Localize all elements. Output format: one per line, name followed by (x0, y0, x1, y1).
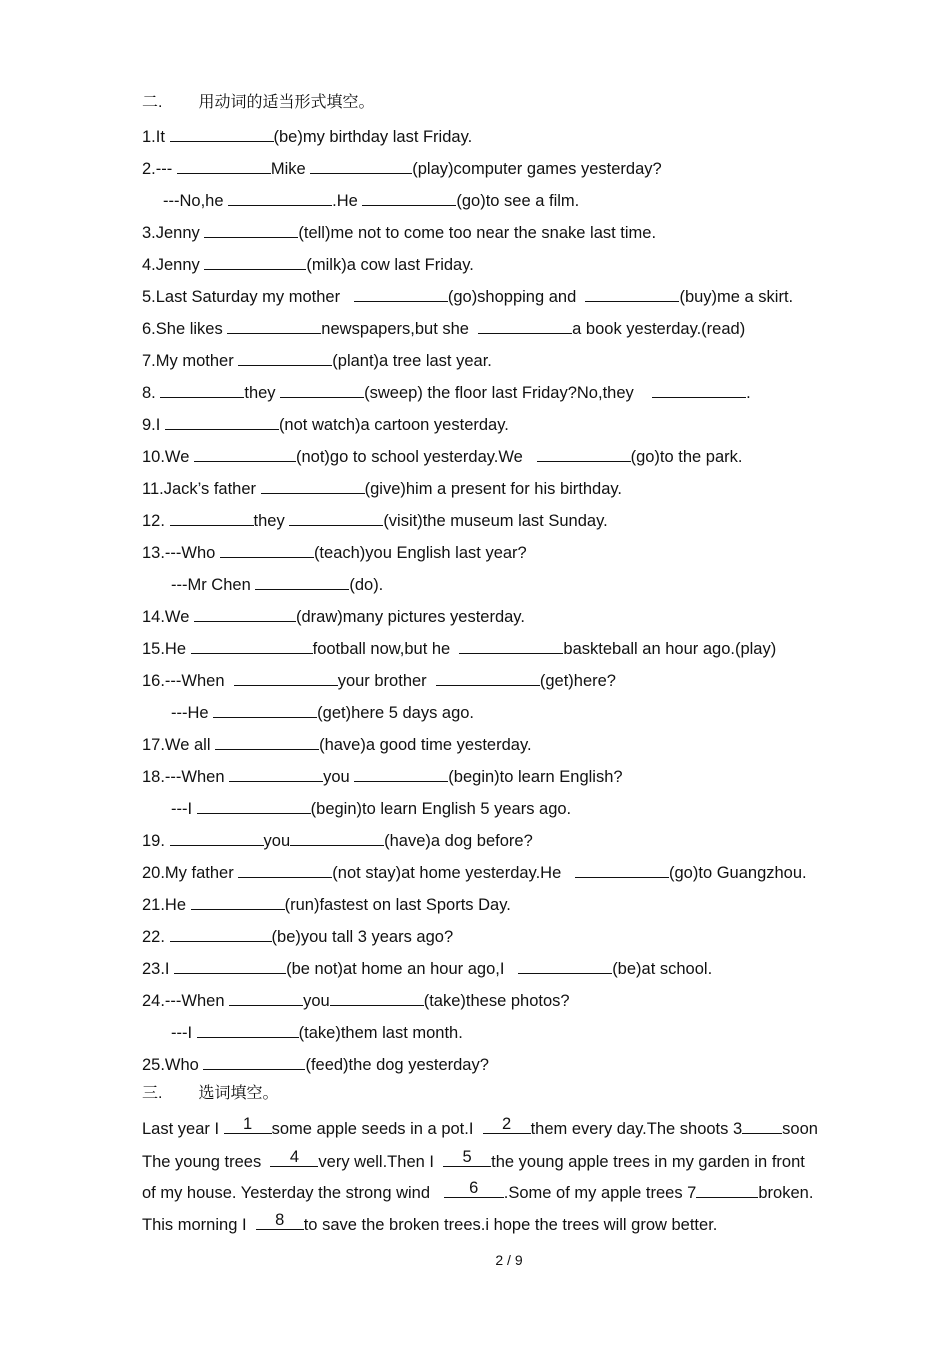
question-text: 21.He (142, 896, 191, 914)
question-text: (run)fastest on last Sports Day. (284, 896, 511, 914)
answer-blank[interactable] (238, 350, 332, 366)
question-text: This morning I (142, 1216, 256, 1234)
question-text: (get)here 5 days ago. (317, 704, 475, 722)
question-text: (have)a dog before? (384, 832, 533, 850)
question-text: 22. (142, 928, 170, 946)
answer-blank[interactable] (537, 446, 631, 462)
question-text: (begin)to learn English? (448, 768, 623, 786)
answer-blank[interactable] (459, 638, 563, 654)
answer-blank[interactable] (234, 670, 338, 686)
blank-number: 8 (275, 1211, 285, 1229)
question-text: 23.I (142, 960, 175, 978)
question-text: (be)at school. (612, 960, 713, 978)
question-text: broken. (758, 1184, 814, 1202)
question-text: (plant)a tree last year. (332, 352, 492, 370)
question-text: 3.Jenny (142, 224, 205, 242)
answer-blank[interactable] (652, 382, 746, 398)
answer-blank[interactable] (280, 382, 364, 398)
question-17 (142, 734, 532, 755)
page-number: 2 / 9 (495, 1252, 523, 1268)
question-22 (142, 926, 453, 947)
answer-blank[interactable] (228, 190, 332, 206)
question-text: 9.I (142, 416, 165, 434)
question-12 (142, 510, 608, 531)
question-text: you (323, 768, 355, 786)
section-number: 二. (142, 94, 163, 111)
question-text: (milk)a cow last Friday. (306, 256, 474, 274)
question-text: (go)to the park. (630, 448, 743, 466)
answer-blank[interactable] (478, 318, 572, 334)
passage-line-2 (142, 1148, 805, 1172)
question-10 (142, 446, 742, 467)
question-text: (be not)at home an hour ago,I (286, 960, 519, 978)
answer-blank[interactable] (194, 606, 296, 622)
answer-blank[interactable] (203, 1054, 305, 1070)
question-text: ---I (171, 1024, 197, 1042)
question-text: (not)go to school yesterday.We (295, 448, 537, 466)
passage-blank-7[interactable] (696, 1182, 758, 1198)
question-5 (142, 286, 793, 307)
question-text: (not stay)at home yesterday.He (332, 864, 576, 882)
question-7 (142, 350, 492, 371)
question-text: 15.He (142, 640, 191, 658)
question-text: 10.We (142, 448, 194, 466)
question-text: newspapers,but she (321, 320, 479, 338)
passage-blank-1[interactable] (224, 1115, 272, 1134)
answer-blank[interactable] (290, 830, 384, 846)
answer-blank[interactable] (261, 478, 365, 494)
question-text: you (263, 832, 291, 850)
question-text: the young apple trees in my garden in front (491, 1153, 805, 1171)
question-11 (142, 478, 622, 499)
question-text: (be)my birthday last Friday. (273, 128, 473, 146)
answer-blank[interactable] (165, 414, 279, 430)
question-text: 6.She likes (142, 320, 228, 338)
passage-line-3 (142, 1179, 814, 1203)
passage-blank-3[interactable] (742, 1118, 782, 1134)
answer-blank[interactable] (174, 958, 286, 974)
question-text: (not watch)a cartoon yesterday. (278, 416, 509, 434)
question-text: you (303, 992, 330, 1010)
question-text: ---Mr Chen (171, 576, 256, 594)
blank-number: 1 (243, 1115, 253, 1133)
question-text: (buy)me a skirt. (679, 288, 794, 306)
passage-blank-5[interactable] (443, 1148, 491, 1167)
answer-blank[interactable] (204, 222, 298, 238)
question-text: 1.It (142, 128, 170, 146)
passage-blank-2[interactable] (483, 1115, 531, 1134)
question-16 (142, 670, 616, 691)
answer-blank[interactable] (330, 990, 424, 1006)
answer-blank[interactable] (170, 830, 264, 846)
answer-blank[interactable] (585, 286, 679, 302)
passage-line-1 (142, 1115, 818, 1139)
answer-blank[interactable] (227, 318, 321, 334)
answer-blank[interactable] (170, 926, 272, 942)
question-text: . (746, 384, 751, 402)
question-text: ---No,he (163, 192, 229, 210)
question-text: (teach)you English last year? (313, 544, 527, 562)
question-9 (142, 414, 509, 435)
question-text: (feed)the dog yesterday? (305, 1056, 489, 1074)
question-4 (142, 254, 474, 275)
question-text: 19. (142, 832, 170, 850)
passage-blank-6[interactable] (444, 1179, 504, 1198)
question-text: (take)them last month. (298, 1024, 463, 1042)
question-6 (142, 318, 745, 339)
question-13 (142, 542, 527, 563)
question-text: 11.Jack’s father (142, 480, 261, 498)
blank-number: 6 (469, 1179, 479, 1197)
answer-blank[interactable] (362, 190, 456, 206)
question-text: 7.My mother (142, 352, 239, 370)
question-text: (go)shopping and (447, 288, 586, 306)
question-1 (142, 126, 472, 147)
passage-line-4 (142, 1211, 718, 1235)
passage-blank-4[interactable] (270, 1148, 318, 1167)
question-23 (142, 958, 712, 979)
answer-blank[interactable] (170, 126, 274, 142)
answer-blank[interactable] (177, 158, 271, 174)
blank-number: 4 (289, 1148, 300, 1166)
question-2-answer (163, 190, 579, 211)
section-number: 三. (142, 1085, 163, 1102)
section-2-heading (142, 93, 374, 113)
question-13-answer (171, 574, 383, 595)
question-text: 24.---When (142, 992, 230, 1010)
question-text: ---He (171, 704, 214, 722)
answer-blank[interactable] (197, 798, 311, 814)
section-3-heading (142, 1084, 278, 1104)
question-text: of my house. Yesterday the strong wind (142, 1184, 444, 1202)
question-text: (get)here? (539, 672, 616, 690)
section-title: 用动词的适当形式填空。 (198, 94, 375, 111)
blank-number: 5 (462, 1148, 472, 1166)
question-text: (give)him a present for his birthday. (364, 480, 623, 498)
question-text: .Some of my apple trees 7 (503, 1184, 697, 1202)
question-text: (sweep) the floor last Friday?No,they (364, 384, 653, 402)
answer-blank[interactable] (220, 542, 314, 558)
question-text: The young trees (142, 1153, 271, 1171)
question-15 (142, 638, 776, 659)
answer-blank[interactable] (170, 510, 254, 526)
question-text: 8. (142, 384, 161, 402)
question-2 (142, 158, 662, 179)
answer-blank[interactable] (436, 670, 540, 686)
question-text: a book yesterday.(read) (572, 320, 746, 338)
question-text: Mike (270, 160, 311, 178)
question-3 (142, 222, 656, 243)
question-8 (142, 382, 751, 403)
section-title: 选词填空。 (198, 1085, 279, 1102)
answer-blank[interactable] (354, 766, 448, 782)
question-24 (142, 990, 570, 1011)
answer-blank[interactable] (575, 862, 669, 878)
question-19 (142, 830, 533, 851)
question-text: 17.We all (142, 736, 216, 754)
question-text: 16.---When (142, 672, 234, 690)
question-text: 14.We (142, 608, 194, 626)
question-text: football now,but he (312, 640, 460, 658)
question-18 (142, 766, 623, 787)
question-text: soon (782, 1120, 818, 1138)
question-text: (visit)the museum last Sunday. (383, 512, 608, 530)
answer-blank[interactable] (160, 382, 244, 398)
question-text: (go)to see a film. (456, 192, 580, 210)
question-text: (go)to Guangzhou. (669, 864, 807, 882)
question-24-answer (171, 1022, 463, 1043)
question-text: 4.Jenny (142, 256, 205, 274)
question-text: they (253, 512, 290, 530)
question-text: (have)a good time yesterday. (319, 736, 532, 754)
answer-blank[interactable] (255, 574, 349, 590)
question-text: 25.Who (142, 1056, 204, 1074)
answer-blank[interactable] (197, 1022, 299, 1038)
question-text: 13.---Who (142, 544, 220, 562)
question-text: to save the broken trees.i hope the trees will grow better. (303, 1216, 718, 1234)
question-text: baskteball an hour ago.(play) (563, 640, 777, 658)
question-text: 2.--- (142, 160, 177, 178)
question-text: ---I (171, 800, 197, 818)
question-text: 20.My father (142, 864, 239, 882)
answer-blank[interactable] (194, 446, 296, 462)
question-text: (take)these photos? (423, 992, 570, 1010)
question-text: your brother (337, 672, 436, 690)
answer-blank[interactable] (229, 766, 323, 782)
question-14 (142, 606, 525, 627)
question-text: 18.---When (142, 768, 230, 786)
question-text: .He (332, 192, 363, 210)
answer-blank[interactable] (354, 286, 448, 302)
question-text: (tell)me not to come too near the snake last time. (298, 224, 657, 242)
question-text: 5.Last Saturday my mother (142, 288, 354, 306)
question-25 (142, 1054, 489, 1075)
answer-blank[interactable] (518, 958, 612, 974)
question-text: (be)you tall 3 years ago? (271, 928, 454, 946)
question-16-answer (171, 702, 474, 723)
answer-blank[interactable] (204, 254, 306, 270)
answer-blank[interactable] (215, 734, 319, 750)
question-text: 12. (142, 512, 170, 530)
question-20 (142, 862, 807, 883)
blank-number: 2 (502, 1115, 512, 1133)
question-18-answer (171, 798, 571, 819)
answer-blank[interactable] (191, 638, 313, 654)
answer-blank[interactable] (310, 158, 412, 174)
question-text: (draw)many pictures yesterday. (295, 608, 525, 626)
question-text: Last year I (142, 1120, 224, 1138)
answer-blank[interactable] (229, 990, 303, 1006)
question-text: very well.Then I (318, 1153, 444, 1171)
answer-blank[interactable] (238, 862, 332, 878)
answer-blank[interactable] (213, 702, 317, 718)
answer-blank[interactable] (191, 894, 285, 910)
answer-blank[interactable] (289, 510, 383, 526)
question-text: some apple seeds in a pot.I (271, 1120, 483, 1138)
passage-blank-8[interactable] (256, 1211, 304, 1230)
question-21 (142, 894, 511, 915)
question-text: (do). (349, 576, 384, 594)
question-text: them every day.The shoots 3 (530, 1120, 743, 1138)
question-text: they (244, 384, 281, 402)
question-text: (play)computer games yesterday? (412, 160, 662, 178)
question-text: (begin)to learn English 5 years ago. (310, 800, 572, 818)
